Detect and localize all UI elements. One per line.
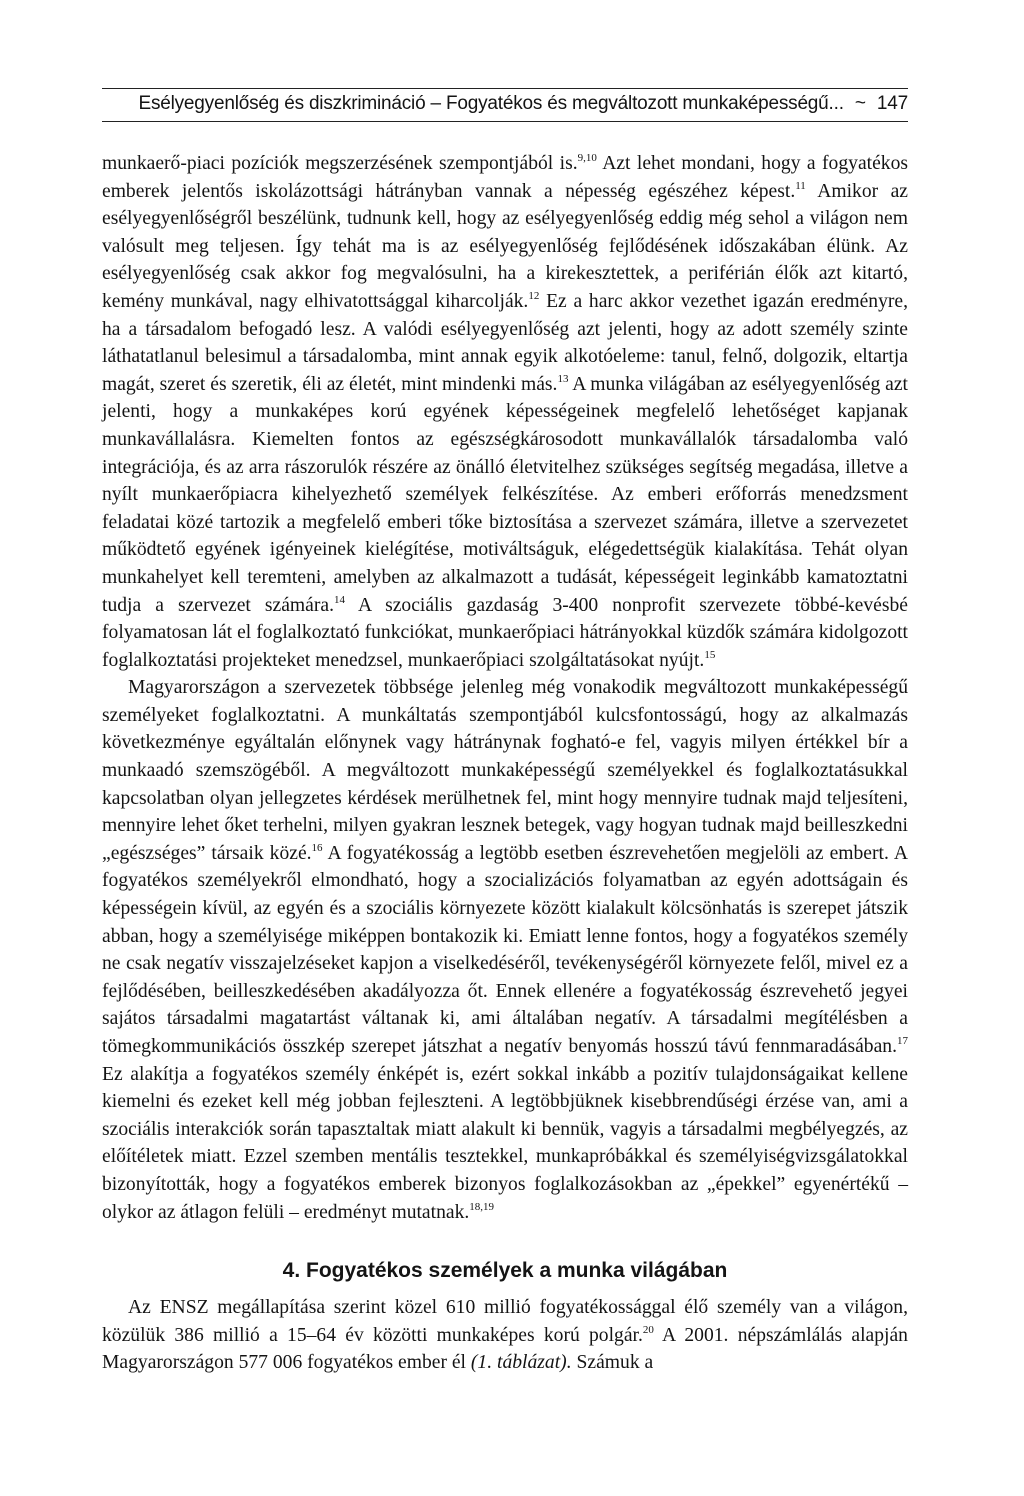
text-run: A munka világában az esélyegyenlőség azt jelenti, hogy a munkaképes korú egyének képességeinek megfelelő lehetőséget kapjanak munkavállalásra. Kiemelten fontos az egészségkárosodott munkavállalók társadalomba való integrációja, és az arra rászorulók részére az önálló életvitelhez szükséges segítség megadása, illetve a nyílt munkaerőpiacra kihelyezhető személyek felkészítése. Az emberi erőforrás menedzsment feladatai közé tartozik a megfelelő emberi tőke biztosítása a szervezet számára, illetve a szervezetet működtető egyének igényeinek kielégítése, motiváltságuk, elégedettségük kialakítása. Tehát olyan munkahelyet kell teremteni, amelyben az alkalmazott a tudását, képességeit leginkább kamatoztatni tudja a szervezet számára. xyxy=(102,373,908,616)
body-text xyxy=(102,150,908,1377)
footnote-ref: 9,10 xyxy=(577,152,597,164)
text-run: A 2001. népszámlálás alapján Magyarországon 577 006 fogyatékos ember él xyxy=(102,1324,908,1374)
footnote-ref: 15 xyxy=(704,648,716,661)
text-run: Azt lehet mondani, hogy a fogyatékos emberek jelentős iskolázottsági hátrányban vannak a népesség egészéhez képest. xyxy=(102,153,908,202)
footnote-ref: 18,19 xyxy=(469,1200,495,1213)
footnote-ref: 13 xyxy=(557,372,569,385)
page-number: 147 xyxy=(876,93,908,114)
text-run: Az ENSZ megállapítása szerint közel 610 millió fogyatékossággal élő személy van a világon, közülük 386 millió a 15–64 év közötti munkaképes korú polgár. xyxy=(102,1297,908,1346)
footnote-ref: 14 xyxy=(333,593,345,606)
footnote-ref: 12 xyxy=(528,289,540,302)
paragraph xyxy=(102,1294,908,1377)
footnote-ref: 17 xyxy=(897,1035,908,1047)
header-separator: ~ xyxy=(854,93,866,114)
paragraph xyxy=(102,150,908,674)
text-run: Számuk a xyxy=(571,1352,654,1374)
text-run: Amikor az esélyegyenlőségről beszélünk, tudnunk kell, hogy az esélyegyenlőség eddig még sehol a világon nem valósult meg teljesen. Így tehát ma is az esélyegyenlőség fejlődésének időszakában élünk. Az esélyegyenlőség csak akkor fog megvalósulni, ha a kirekesztettek, a periférián élők azt kitartó, kemény munkával, nagy elhivatottsággal kiharcolják. xyxy=(102,180,908,312)
footnote-ref: 20 xyxy=(642,1323,654,1336)
text-run: Ez a harc akkor vezethet igazán eredményre, ha a társadalom befogadó lesz. A valódi esélyegyenlőség azt jelenti, hogy az adott személy szinte láthatatlanul belesimul a társadalomba, mint annak egyik alkotóeleme: tanul, felnő, dolgozik, eltartja magát, szeret és szeretik, éli az életét, mint mindenki más. xyxy=(102,290,908,395)
text-run: Ez alakítja a fogyatékos személy énképét is, ezért sokkal inkább a pozitív tulajdonságaikat kellene kiemelni és ezeket kell még jobban fejleszteni. A legtöbbjüknek kisebbrendűségi érzése van, ami a szociális interakciók során tapasztaltak miatt alakult ki bennük, vagyis a társadalmi megbélyegzés, az előítéletek miatt. Ezzel szemben mentális tesztekkel, munkapróbákkal és személyiségvizsgálatokkal bizonyították, hogy a fogyatékos emberek bizonyos foglalkozásokban az „épekkel” egyenértékű – olykor az átlagon felüli – eredményt mutatnak. xyxy=(102,1063,908,1223)
text-run: A fogyatékosság a legtöbb esetben észrevehetően megjelöli az embert. A fogyatékos személyekről elmondható, hogy a szocializációs folyamatban az egyén adottságain és képességein kívül, az egyén és a szociális környezete között kialakult kölcsönhatás is szerepet játszik abban, hogy a személyisége miképpen bontakozik ki. Emiatt lenne fontos, hogy a fogyatékos személy ne csak negatív visszajelzéseket kapjon a viselkedéséről, tevékenységéről környezete felől, mivel ez a fejlődésében, beilleszkedésében akadályozza őt. Ennek ellenére a fogyatékosság észrevehető jegyei sajátos társadalmi magatartást váltanak ki, ami általában negatív. A társadalmi megítélésben a tömegkommunikációs összkép szerepet játszhat a negatív benyomás hosszú távú fennmaradásában. xyxy=(102,842,908,1057)
table-reference: (1. táblázat). xyxy=(470,1352,572,1374)
text-run: munkaerő-piaci pozíciók megszerzésének szempontjából is. xyxy=(102,153,578,174)
footnote-ref: 11 xyxy=(795,179,806,192)
text-run: A szociális gazdaság 3-400 nonprofit szervezete többé-kevésbé folyamatosan lát el foglalkoztató funkciókat, munkaerőpiaci hátrányokkal küzdők számára kidolgozott foglalkoztatási projekteket menedzsel, munkaerőpiaci szolgáltatásokat nyújt. xyxy=(102,594,908,671)
paragraph xyxy=(102,674,908,1226)
header-title: Esélyegyenlőség és diszkrimináció – Fogyatékos és megváltozott munkaképességű... xyxy=(138,93,844,114)
running-header xyxy=(102,88,908,122)
paragraph-group xyxy=(102,150,908,1226)
section-paragraph-group xyxy=(102,1294,908,1377)
footnote-ref: 16 xyxy=(311,841,323,854)
section-heading: 4. Fogyatékos személyek a munka világában xyxy=(282,1259,728,1283)
document-page xyxy=(102,88,908,1377)
text-run: Magyarországon a szervezetek többsége jelenleg még vonakodik megváltozott munkaképességű személyeket foglalkoztatni. A munkáltatás szempontjából kulcsfontosságú, hogy az alkalmazás következménye egyáltalán előnynek vagy hátránynak fogható-e fel, vagyis milyen értékkel bír a munkaadó szemszögéből. A megváltozott munkaképességű személyekkel és foglalkoztatásukkal kapcsolatban olyan jellegzetes kérdések merülhetnek fel, mint hogy mennyire tudnak majd teljesíteni, mennyire lehet őket terhelni, milyen gyakran lesznek betegek, vagy hogyan tudnak majd beilleszkedni „egészséges” társaik közé. xyxy=(102,677,908,864)
